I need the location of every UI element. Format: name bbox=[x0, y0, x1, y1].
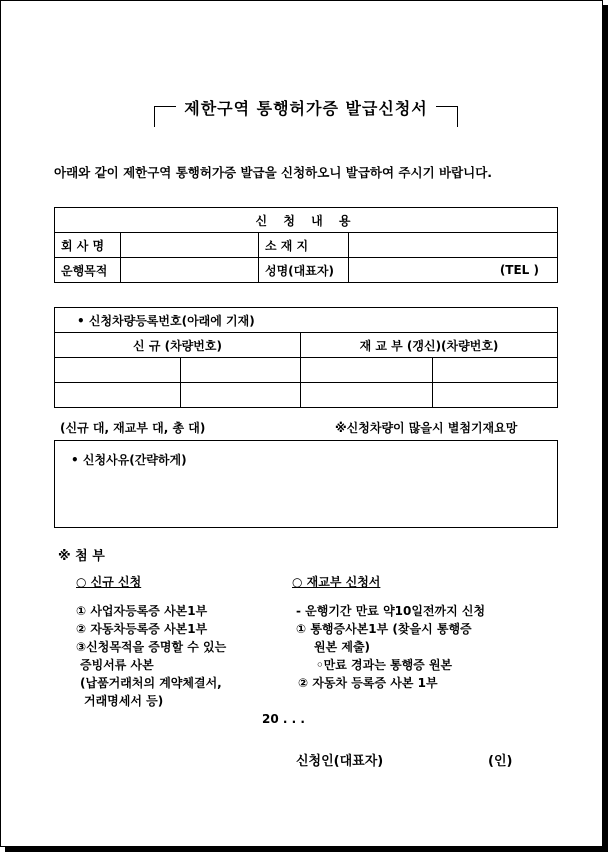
renew-item: - 운행기간 만료 약10일전까지 신청 bbox=[296, 604, 486, 618]
new-item: 거래명세서 등) bbox=[84, 694, 164, 708]
vehicle-cell[interactable] bbox=[433, 358, 558, 383]
new-item: ③신청목적을 증명할 수 있는 bbox=[76, 640, 227, 654]
intro-text: 아래와 같이 제한구역 통행허가증 발급을 신청하오니 발급하여 주시기 바랍니다. bbox=[54, 165, 493, 180]
renew-item: 원본 제출) bbox=[314, 640, 371, 654]
address-value[interactable] bbox=[349, 233, 558, 258]
purpose-label: 운행목적 bbox=[55, 258, 121, 283]
page-shadow-right bbox=[603, 5, 608, 852]
table1-header: 신 청 내 용 bbox=[55, 208, 558, 233]
applicant-label: 신청인(대표자) bbox=[296, 754, 384, 769]
vehicle-cell[interactable] bbox=[433, 383, 558, 408]
new-item: 증빙서류 사본 bbox=[80, 658, 154, 672]
reason-label: • 신청사유(간략하게) bbox=[71, 453, 187, 467]
vehicle-cell[interactable] bbox=[181, 383, 301, 408]
new-item: ② 자동차등록증 사본1부 bbox=[76, 622, 208, 636]
seal-label: (인) bbox=[488, 754, 513, 769]
date-line[interactable]: 20 . . . bbox=[262, 712, 305, 726]
vehicle-registration-table bbox=[54, 307, 558, 408]
page-shadow-bottom bbox=[5, 847, 608, 852]
new-item: (납품거래처의 계약체결서, bbox=[80, 676, 222, 690]
renew-item: ◦만료 경과는 통행증 원본 bbox=[316, 658, 453, 672]
renew-item: ① 통행증사본1부 (찾을시 통행증 bbox=[296, 622, 472, 636]
new-vehicle-header: 신 규 (차량번호) bbox=[55, 333, 301, 358]
vehicle-cell[interactable] bbox=[181, 358, 301, 383]
vehicle-cell[interactable] bbox=[55, 358, 181, 383]
many-vehicles-note: ※신청차량이 많을시 별첨기재요망 bbox=[335, 421, 518, 435]
vehicle-cell[interactable] bbox=[301, 358, 433, 383]
application-details-table bbox=[54, 207, 558, 283]
renew-item: ② 자동차 등록증 사본 1부 bbox=[298, 676, 438, 690]
purpose-value[interactable] bbox=[121, 258, 259, 283]
reason-box[interactable] bbox=[54, 440, 558, 528]
company-value[interactable] bbox=[121, 233, 259, 258]
renew-vehicle-header: 재 교 부 (갱신)(차량번호) bbox=[301, 333, 558, 358]
new-item: ① 사업자등록증 사본1부 bbox=[76, 604, 208, 618]
company-label: 회 사 명 bbox=[55, 233, 121, 258]
renew-application-title: ○ 재교부 신청서 bbox=[292, 575, 381, 589]
vehicle-cell[interactable] bbox=[55, 383, 181, 408]
tel-field[interactable]: (TEL ) bbox=[349, 258, 558, 283]
vehicle-table-caption: • 신청차량등록번호(아래에 기재) bbox=[55, 308, 558, 333]
address-label: 소 재 지 bbox=[259, 233, 349, 258]
name-label: 성명(대표자) bbox=[259, 258, 349, 283]
attachments-heading: ※ 첨 부 bbox=[58, 549, 105, 564]
title-box bbox=[154, 96, 458, 127]
vehicle-count-note: (신규 대, 재교부 대, 총 대) bbox=[60, 421, 206, 435]
vehicle-cell[interactable] bbox=[301, 383, 433, 408]
new-application-title: ○ 신규 신청 bbox=[76, 575, 142, 589]
document-title: 제한구역 통행허가증 발급신청서 bbox=[176, 99, 436, 118]
